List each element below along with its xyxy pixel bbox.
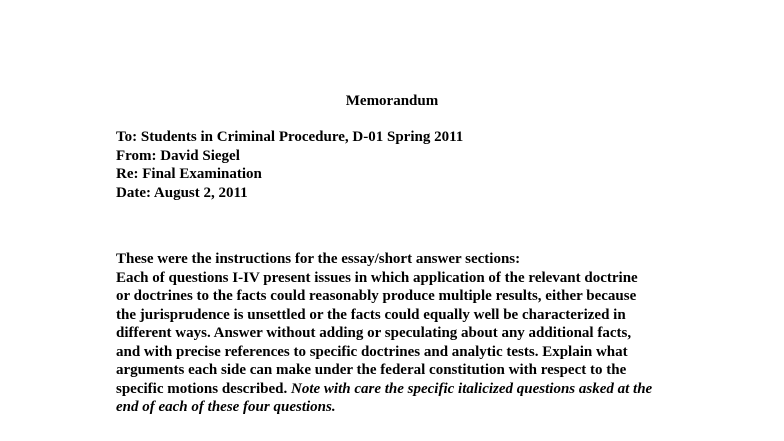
- body-line-5: different ways. Answer without adding or speculating about any additional facts,: [116, 325, 632, 341]
- body-line-2: Each of questions I-IV present issues in which application of the relevant doctrine: [116, 269, 638, 286]
- memo-title: Memorandum: [345, 93, 439, 109]
- body-line-8-italic: Note with care the specific italicized questions asked at the: [290, 380, 653, 397]
- body-line-8-regular: specific motions described.: [116, 380, 291, 397]
- body-line-3: or doctrines to the facts could reasonably produce multiple results, either because: [116, 288, 637, 304]
- body-line-6: and with precise references to specific doctrines and analytic tests. Explain what: [116, 343, 628, 360]
- memo-header: [116, 128, 463, 202]
- memo-from: From: David Siegel: [116, 147, 240, 164]
- memo-to: To: Students in Criminal Procedure, D-01 Spring 2011: [116, 129, 464, 145]
- body-line-7: arguments each side can make under the federal constitution with respect to the: [116, 362, 627, 378]
- body-line-4: the jurisprudence is unsettled or the facts could equally well be characterized in: [116, 306, 626, 323]
- body-line-9: end of each of these four questions.: [116, 399, 336, 415]
- memo-re: Re: Final Examination: [116, 166, 262, 182]
- body-line-8: [116, 380, 652, 399]
- body-line-1: These were the instructions for the essay/short answer sections:: [116, 251, 521, 267]
- instructions-body: [116, 250, 652, 417]
- memo-date: Date: August 2, 2011: [116, 184, 248, 201]
